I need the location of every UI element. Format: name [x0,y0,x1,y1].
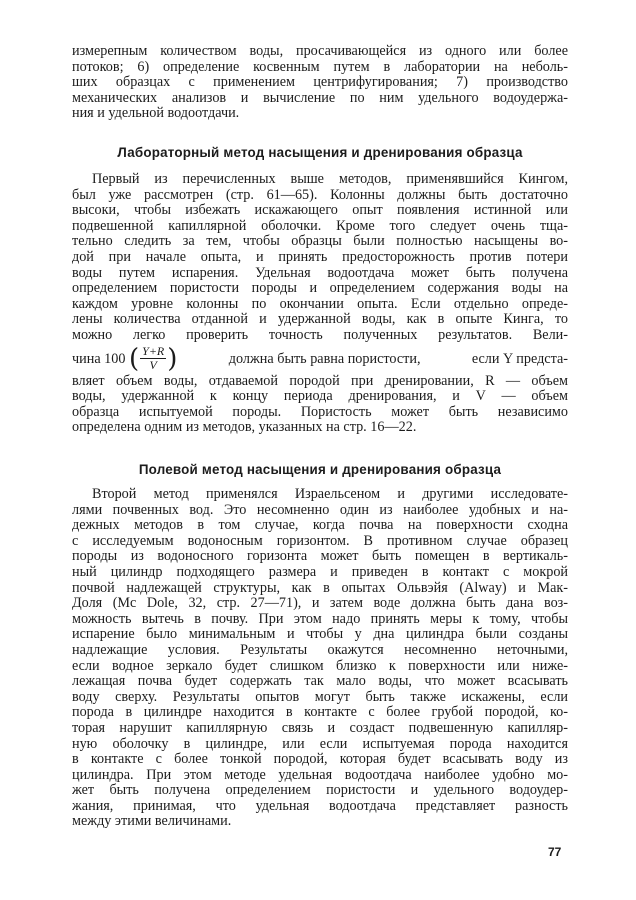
text-line: воду сверху. Результаты опытов могут быть также искажены, если [72,689,568,705]
text-line: порода в цилиндре находится в контакте с более грубой породой, ко- [72,705,568,721]
text-line: с исследуемым водоносным горизонтом. В противном случае образец [72,533,568,549]
text-line: можность вытечь в почву. При этом надо принять меры к тому, чтобы [72,611,568,627]
text-line: был уже рассмотрен (стр. 61—65). Колонны должны быть достаточно [72,187,568,203]
text-line: ния и удельной водоотдачи. [72,106,240,122]
text-line: воды, удержанной к концу периода дренирования, и V — объем [72,389,568,405]
close-paren: ) [167,343,178,374]
text-line: определением пористости породы и определением содержания воды на [72,281,568,297]
text-line: почвой надлежащей структуры, как в опытах Ольвэйя (Alway) и Мак- [72,580,568,596]
text-line: Доля (Mc Dole, 32, стр. 27—71), и затем воде должна быть дана воз- [72,596,568,612]
formula-left [72,344,177,374]
text-line: измерепным количеством воды, просачивающейся из одного или более [72,44,568,59]
text-line: тельно следить за тем, чтобы образцы были полностью насыщены во- [72,234,568,250]
text-line: потоков; 6) определение косвенным путем в лаборатории на неболь- [72,59,568,75]
text-line: испарение было минимальным и чтобы у дна цилиндра были созданы [72,627,568,643]
text-line: породы из водоносного горизонта может быть помещен в вертикаль- [72,549,568,565]
text-line: между этими величинами. [72,814,232,830]
lab-method-heading: Лабораторный метод насыщения и дренирования образца [117,145,523,160]
open-paren: ( [129,343,140,374]
text-line: жет быть получена определением пористости и удельного водоудер- [72,783,568,799]
page-number: 77 [548,845,562,859]
text-line: образца испытуемой породы. Пористость может быть независимо [72,404,568,420]
formula-prefix: чина [72,350,101,367]
text-line: можно легко проверить точность полученных результатов. Вели- [72,327,568,343]
fraction-numerator: Y+R [142,344,165,359]
text-line: в контакте с более тонкой породой, которая будет всасывать воду из [72,752,568,768]
fraction-denominator: V [149,358,157,373]
text-line: лями почвенных вод. Это несомненно один из наиболее удобных и на- [72,502,568,518]
text-line: надлежащие условия. Результаты окажутся несомненно неточными, [72,642,568,658]
top-paragraph [72,44,568,122]
field-method-paragraph [72,487,568,830]
text-line: вляет объем воды, отдаваемой породой при дренировании, R — объем [72,373,568,389]
text-line: лежащая почва будет содержать так мало воды, что может всасывать [72,674,568,690]
text-line: лены количества отданной и удержанной воды, как в опыте Кинга, то [72,312,568,328]
text-line: цилиндра. При этом методе удельная водоотдача наиболее удобно мо- [72,767,568,783]
text-line: ный цилиндр подходящего размера и приведен в контакт с мокрой [72,564,568,580]
lab-method-paragraph [72,172,568,436]
text-line: ших образцах с применением центрифугирования; 7) производство [72,75,568,91]
text-line: ную оболочку в цилиндре, или если испытуемая порода находится [72,736,568,752]
text-line: высоки, чтобы избежать искажающего опыт появления истинной или [72,203,568,219]
field-method-heading: Полевой метод насыщения и дренирования образца [138,462,502,477]
text-line: дежных методов в том случае, когда почва на поверхности сходна [72,518,568,534]
fraction [140,345,166,372]
formula-line [72,344,568,374]
formula-coefficient: 100 [104,350,126,367]
text-line: торая нарушит капиллярную связь и создаст подвешенную капилляр- [72,720,568,736]
text-line: Первый из перечисленных выше методов, применявшийся Кингом, [92,172,568,187]
text-line: жания, принимая, что удельная водоотдача представляет разность [72,798,568,814]
text-line: каждом уровне колонны по окончании опыта. Если отдельно опреде- [72,296,568,312]
text-line: определена одним из методов, указанных на стр. 16—22. [72,420,417,436]
text-line: подвешенной капиллярной оболочки. Кроме того следует очень тща- [72,218,568,234]
text-line: если водное зеркало будет слишком близко к поверхности или ниже- [72,658,568,674]
text-line: механических анализов и вычисление по ним удельного водоудержа- [72,90,568,106]
formula-middle: должна быть равна пористости, [228,350,421,367]
text-line: Второй метод применялся Израельсеном и другими исследовате- [92,487,568,502]
text-line: воды путем испарения. Удельная водоотдача может быть получена [72,265,568,281]
text-line: дой при начале опыта, и принять предосторожность против потери [72,249,568,265]
formula-suffix: если Y предста- [471,350,568,367]
